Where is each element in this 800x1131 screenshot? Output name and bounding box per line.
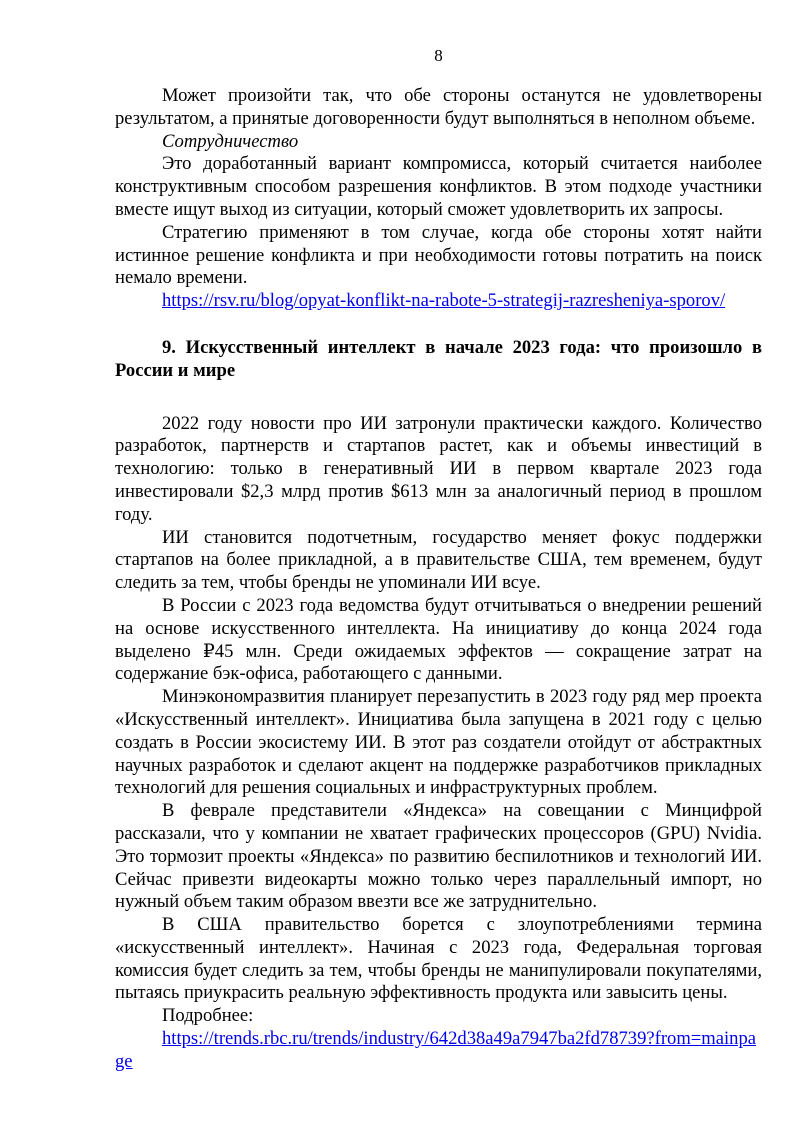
link-paragraph-rsv (115, 290, 762, 313)
page-number: 8 (434, 46, 443, 65)
paragraph-usa-regulation: В США правительство борется с злоупотреблениями термина «искусственный интеллект». Начиная с 2023 года, Федеральная торговая комиссия будет следить за тем, чтобы бренды не манипулировали покупателями, пытаясь приукрасить реальную эффективность продукта или завысить цены. (115, 914, 762, 1004)
paragraph-ai-news: 2022 году новости про ИИ затронули практически каждого. Количество разработок, партнерств и стартапов растет, как и объемы инвестиций в технологию: только в генеративный ИИ в первом квартале 2023 года инвестировали $2,3 млрд против $613 млн за аналогичный период в прошлом году. (115, 412, 762, 525)
subheading-cooperation: Сотрудничество (162, 130, 299, 152)
source-link-rsv[interactable]: https://rsv.ru/blog/opyat-konflikt-na-rabote-5-strategij-razresheniya-sporov/ (162, 290, 726, 312)
link-paragraph-rbc (115, 1028, 762, 1074)
paragraph-russia-agencies: В России с 2023 года ведомства будут отчитываться о внедрении решений на основе искусственного интеллекта. На инициативу до конца 2024 года выделено ₽45 млн. Среди ожидаемых эффектов — сокращение затрат на содержание бэк-офиса, работающего с данными. (115, 594, 762, 685)
paragraph-cooperation-definition: Это доработанный вариант компромисса, который считается наиболее конструктивным способом разрешения конфликтов. В этом подходе участники вместе ищут выход из ситуации, который сможет удовлетворить их запросы. (115, 153, 762, 220)
page-content (115, 85, 762, 1074)
source-link-rbc[interactable]: https://trends.rbc.ru/trends/industry/642d38a49a7947ba2fd78739?from=mainpage (115, 1028, 757, 1072)
paragraph-yandex-gpu: В феврале представители «Яндекса» на совещании с Минцифрой рассказали, что у компании не хватает графических процессоров (GPU) Nvidia. Это тормозит проекты «Яндекса» по развитию беспилотников и технологий ИИ. Сейчас привезти видеокарты можно только через параллельный импорт, но нужный объем таким образом ввезти все же затруднительно. (115, 800, 762, 913)
paragraph-ministry-project: Минэкономразвития планирует перезапустить в 2023 году ряд мер проекта «Искусственный интеллект». Инициатива была запущена в 2021 году с целью создать в России экосистему ИИ. В этот раз создатели отойдут от абстрактных научных разработок и сделают акцент на поддержке разработчиков прикладных технологий для решения социальных и инфраструктурных проблем. (115, 686, 762, 799)
paragraph-cooperation-usage: Стратегию применяют в том случае, когда обе стороны хотят найти истинное решение конфликта и при необходимости готовы потратить на поиск немало времени. (115, 221, 762, 289)
section-heading-ai-2023: 9. Искусственный интеллект в начале 2023 года: что произошло в России и мире (115, 336, 762, 381)
more-label: Подробнее: (162, 1005, 254, 1027)
paragraph-compromise-outcome: Может произойти так, что обе стороны останутся не удовлетворены результатом, а принятые договоренности будут выполняться в неполном объеме. (115, 85, 762, 129)
paragraph-ai-accountable: ИИ становится подотчетным, государство меняет фокус поддержки стартапов на более прикладной, а в правительстве США, тем временем, будут следить за тем, чтобы бренды не упоминали ИИ всуе. (115, 526, 762, 594)
